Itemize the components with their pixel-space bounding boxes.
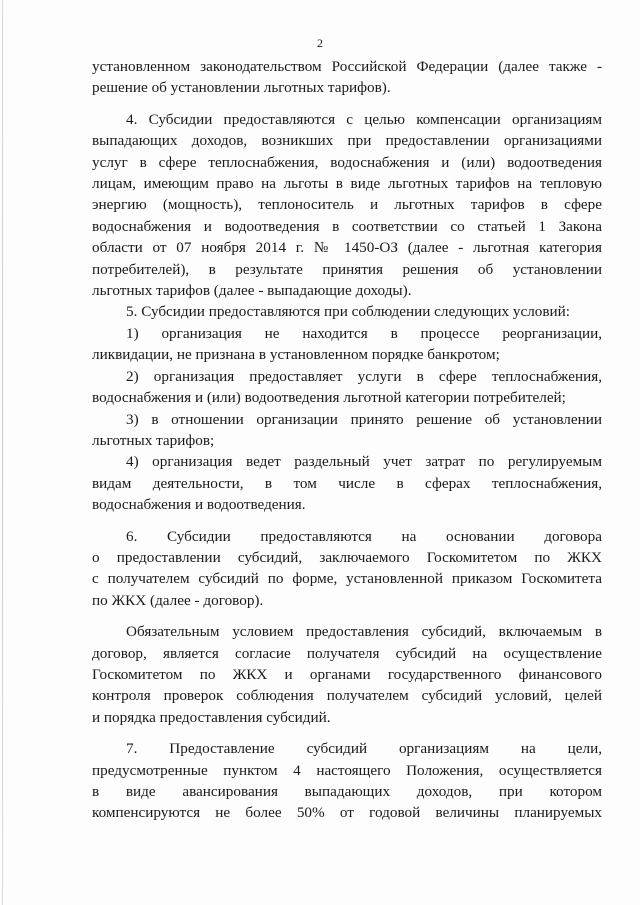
text-line: услуг в сфере теплоснабжения, водоснабжения и (или) водоотведения xyxy=(92,153,602,171)
text-line: лицам, имеющим право на льготы в виде льготных тарифов на тепловую xyxy=(92,175,602,193)
paragraph-6-condition xyxy=(92,621,602,728)
text-line: и порядка предоставления субсидий. xyxy=(92,708,331,726)
text-line: 1) организация не находится в процессе реорганизации, xyxy=(126,324,602,342)
text-line: компенсируются не более 50% от годовой величины планируемых xyxy=(92,804,602,822)
paragraph-6 xyxy=(92,526,602,612)
text-line: 3) в отношении организации принято решение об установлении xyxy=(126,410,602,428)
text-line: видам деятельности, в том числе в сферах теплоснабжения, xyxy=(92,474,602,492)
text-line: выпадающих доходов, возникших при предоставлении организациями xyxy=(92,132,602,150)
text-line: Госкомитетом по ЖКХ и органами государственного финансового xyxy=(92,665,602,683)
text-line: льготных тарифов; xyxy=(92,431,215,449)
paragraph-5 xyxy=(92,301,602,322)
text-line: водоснабжения и водоотведения в соответствии со статьей 1 Закона xyxy=(92,217,602,235)
text-line: 2) организация предоставляет услуги в сфере теплоснабжения, xyxy=(126,367,602,385)
text-line: льготных тарифов (далее - выпадающие доходы). xyxy=(92,282,412,300)
paragraph-5-item-2 xyxy=(92,366,602,409)
text-line: 7. Предоставление субсидий организациям на цели, xyxy=(126,740,602,758)
text-line: решение об установлении льготных тарифов). xyxy=(92,79,391,97)
text-line: договор, является согласие получателя субсидий на осуществление xyxy=(92,644,602,662)
document-body xyxy=(92,56,602,824)
text-line: 4. Субсидии предоставляются с целью компенсации организациям xyxy=(126,110,602,128)
text-line: контроля проверок соблюдения получателем субсидий условий, целей xyxy=(92,687,602,705)
text-line: 6. Субсидии предоставляются на основании договора xyxy=(126,527,602,545)
text-line: с получателем субсидий по форме, установленной приказом Госкомитета xyxy=(92,570,602,588)
text-line: водоснабжения и водоотведения. xyxy=(92,496,306,514)
text-line: в виде авансирования выпадающих доходов, при котором xyxy=(92,783,602,800)
paragraph-5-item-4 xyxy=(92,451,602,515)
text-line: водоснабжения и (или) водоотведения льготной категории потребителей; xyxy=(92,389,566,407)
text-line: установленном законодательством Российской Федерации (далее также - xyxy=(92,58,602,75)
paragraph-5-item-3 xyxy=(92,409,602,452)
text-line: предусмотренные пунктом 4 настоящего Положения, осуществляется xyxy=(92,761,602,779)
text-line: ликвидации, не признана в установленном порядке банкротом; xyxy=(92,346,500,364)
scan-edge xyxy=(2,0,3,905)
text-line: Обязательным условием предоставления субсидий, включаемым в xyxy=(126,623,602,641)
paragraph-4 xyxy=(92,109,602,302)
text-line: 5. Субсидии предоставляются при соблюдении следующих условий: xyxy=(126,303,571,321)
text-line: потребителей), в результате принятия решения об установлении xyxy=(92,260,602,278)
text-line: о предоставлении субсидий, заключаемого Госкомитетом по ЖКХ xyxy=(92,548,602,566)
page-number: 2 xyxy=(317,36,323,50)
paragraph-7 xyxy=(92,738,602,824)
text-line: по ЖКХ (далее - договор). xyxy=(92,591,264,609)
paragraph-5-item-1 xyxy=(92,323,602,366)
text-line: области от 07 ноября 2014 г. № 1450-ОЗ (далее - льготная категория xyxy=(92,239,602,257)
text-line: энергию (мощность), теплоноситель и льготных тарифов в сфере xyxy=(92,196,602,214)
text-line: 4) организация ведет раздельный учет затрат по регулируемым xyxy=(126,453,602,471)
paragraph-continuation xyxy=(92,56,602,99)
